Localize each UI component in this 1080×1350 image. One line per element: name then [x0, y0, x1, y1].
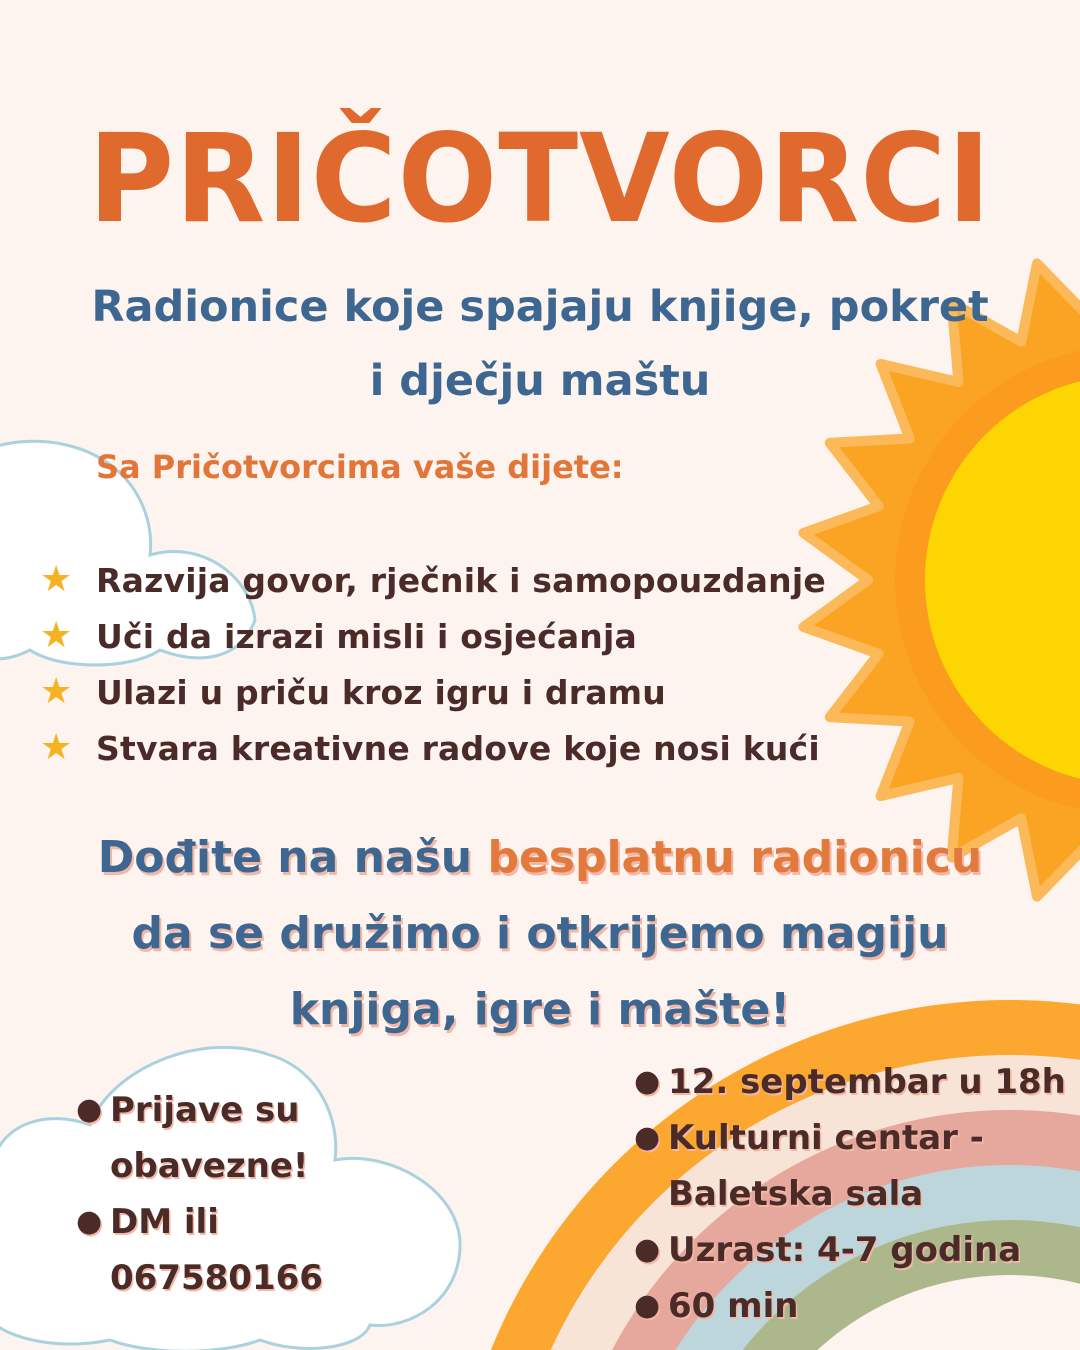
call-to-action: [40, 820, 1040, 1048]
bullet-icon: ●: [634, 1288, 661, 1323]
list-item: ● Prijave su obavezne!: [76, 1082, 340, 1194]
list-item: ★ Stvara kreativne radove koje nosi kući: [40, 727, 820, 768]
list-item: ● 12. septembar u 18h: [634, 1054, 1068, 1110]
cta-accent: besplatnu radionicu: [487, 832, 983, 883]
cta-line-2: da se družimo i otkrijemo magiju: [131, 908, 949, 959]
star-icon: ★: [40, 559, 73, 600]
list-item: ★ Razvija govor, rječnik i samopouzdanje: [40, 559, 826, 600]
bullet-icon: ●: [634, 1120, 661, 1155]
event-details: [634, 1054, 1068, 1334]
star-icon: ★: [40, 727, 73, 768]
list-item: ★ Uči da izrazi misli i osjećanja: [40, 615, 637, 656]
bullet-icon: ●: [634, 1232, 661, 1267]
list-item: ● DM ili 067580166: [76, 1194, 340, 1306]
bullet-icon: ●: [76, 1204, 103, 1239]
cta-line-1: Dođite na našu besplatnu radionicu: [97, 832, 983, 883]
subtitle-line-1: Radionice koje spajaju knjige, pokret: [91, 282, 989, 332]
list-item: ● 60 min: [634, 1278, 1068, 1334]
star-icon: ★: [40, 615, 73, 656]
list-item: ● Uzrast: 4-7 godina: [634, 1222, 1068, 1278]
list-item: ★ Ulazi u priču kroz igru i dramu: [40, 671, 666, 712]
star-icon: ★: [40, 671, 73, 712]
list-item: ● Kulturni centar - Baletska sala: [634, 1110, 1068, 1222]
bullet-icon: ●: [76, 1092, 103, 1127]
page-title: PRIČOTVORCI: [88, 108, 992, 250]
subtitle-line-2: i dječju maštu: [369, 356, 711, 406]
cta-line-3: knjiga, igre i mašte!: [289, 984, 791, 1035]
intro-text: Sa Pričotvorcima vaše dijete:: [96, 448, 624, 486]
bullet-icon: ●: [634, 1064, 661, 1099]
subtitle: [40, 270, 1040, 418]
benefits-list: [40, 552, 826, 776]
registration-info: [76, 1082, 340, 1306]
